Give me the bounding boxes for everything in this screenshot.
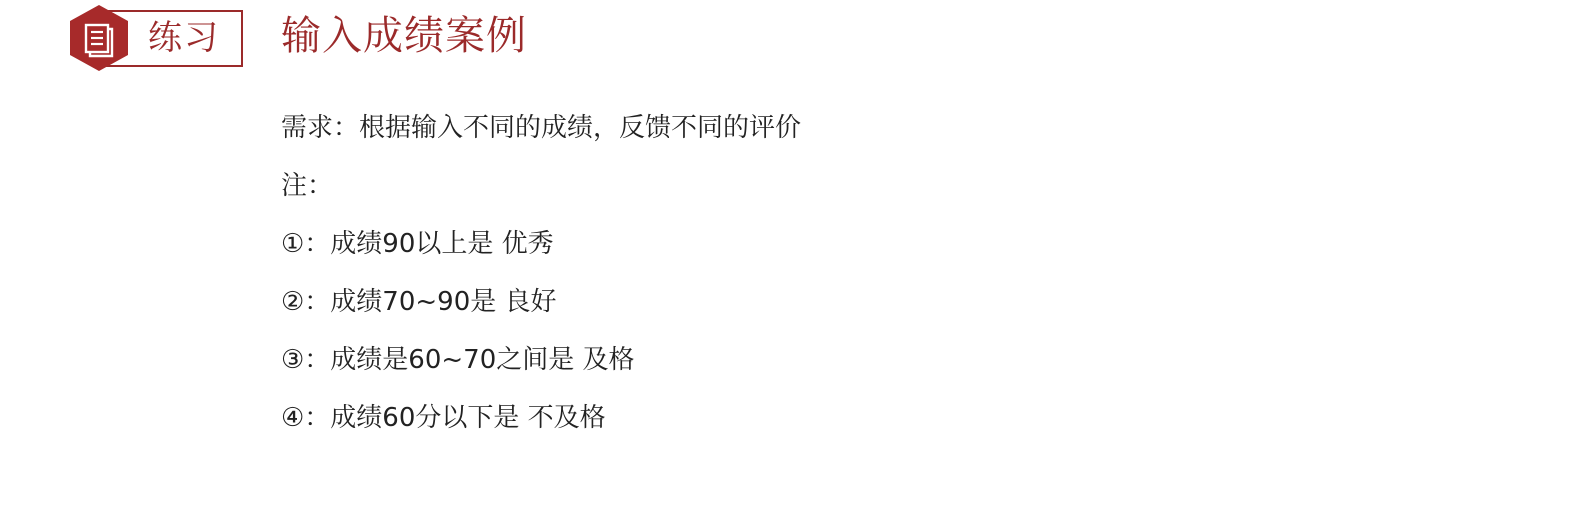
requirements-text — [281, 110, 801, 458]
note-heading: 注： — [281, 171, 334, 201]
badge-label: 练习 — [148, 18, 220, 58]
document-icon — [70, 5, 128, 71]
exercise-badge — [70, 5, 242, 71]
rule-item-4: ④：成绩60分以下是 不及格 — [281, 403, 606, 433]
rule-item-3: ③：成绩是60~70之间是 及格 — [281, 345, 635, 375]
rule-item-2: ②：成绩70~90是 良好 — [281, 287, 557, 317]
requirement-line: 需求：根据输入不同的成绩，反馈不同的评价 — [281, 113, 802, 143]
rule-item-1: ①：成绩90以上是 优秀 — [281, 229, 554, 259]
page-title: 输入成绩案例 — [281, 13, 527, 59]
